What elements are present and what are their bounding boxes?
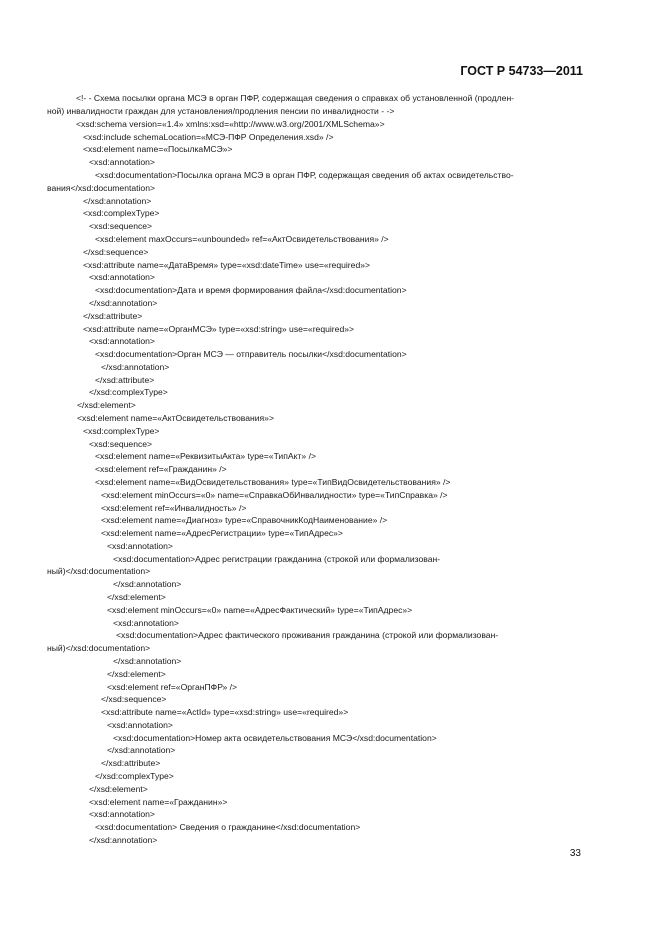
code-line: <xsd:documentation> Сведения о гражданине</xsd:documentation> [95, 822, 361, 832]
code-line: ной) инвалидности граждан для установления/продления пенсии по инвалидности - -> [47, 106, 395, 116]
code-line: <xsd:element name=«Диагноз» type=«СправочникКодНаименование» /> [101, 515, 388, 525]
code-line: <xsd:element ref=«ОрганПФР» /> [107, 682, 238, 692]
code-line: <xsd:annotation> [89, 272, 155, 282]
page-number: 33 [569, 848, 581, 859]
code-line: <xsd:schema version=«1.4» xmlns:xsd=«http://www.w3.org/2001/XMLSchema»> [76, 119, 385, 129]
code-line: </xsd:annotation> [83, 196, 152, 206]
code-line: <xsd:element name=«Гражданин»> [89, 797, 228, 807]
code-line: <xsd:element name=«АктОсвидетельствования»> [77, 413, 274, 423]
code-line: <xsd:annotation> [107, 720, 173, 730]
code-line: </xsd:attribute> [101, 758, 161, 768]
code-line: вания</xsd:documentation> [47, 183, 156, 193]
code-line: <xsd:sequence> [89, 439, 153, 449]
code-line: <xsd:documentation>Дата и время формирования файла</xsd:documentation> [95, 285, 407, 295]
code-line: <xsd:element name=«ВидОсвидетельствования» type=«ТипВидОсвидетельствования» /> [95, 477, 451, 487]
code-line: <xsd:documentation>Адрес фактического проживания гражданина (строкой или формализован- [116, 630, 499, 640]
code-line: </xsd:annotation> [107, 745, 176, 755]
code-line: <xsd:element minOccurs=«0» name=«СправкаОбИнвалидности» type=«ТипСправка» /> [101, 490, 448, 500]
code-line: ный)</xsd:documentation> [47, 566, 151, 576]
code-line: </xsd:annotation> [101, 362, 170, 372]
code-line: <xsd:documentation>Орган МСЭ — отправитель посылки</xsd:documentation> [95, 349, 407, 359]
code-line: </xsd:attribute> [95, 375, 155, 385]
code-line: </xsd:annotation> [113, 656, 182, 666]
code-line: </xsd:element> [107, 669, 166, 679]
code-line: </xsd:element> [107, 592, 166, 602]
code-line: <xsd:attribute name=«ОрганМСЭ» type=«xsd:string» use=«required»> [83, 324, 355, 334]
code-line: </xsd:attribute> [83, 311, 143, 321]
code-line: </xsd:annotation> [113, 579, 182, 589]
code-line: <xsd:element name=«АдресРегистрации» type=«ТипАдрес»> [101, 528, 343, 538]
code-line: </xsd:sequence> [83, 247, 149, 257]
code-line: <!- - Схема посылки органа МСЭ в орган ПФР, содержащая сведения о справках об установленной (продлен- [76, 93, 515, 103]
standard-header: ГОСТ Р 54733—2011 [460, 64, 583, 78]
code-line: </xsd:sequence> [101, 694, 167, 704]
code-line: <xsd:annotation> [89, 336, 155, 346]
code-line: </xsd:annotation> [89, 298, 158, 308]
code-line: <xsd:annotation> [89, 809, 155, 819]
code-line: <xsd:annotation> [89, 157, 155, 167]
code-line: ный)</xsd:documentation> [47, 643, 151, 653]
code-line: <xsd:element name=«ПосылкаМСЭ»> [83, 144, 233, 154]
code-line: <xsd:attribute name=«ДатаВремя» type=«xsd:dateTime» use=«required»> [83, 260, 371, 270]
code-line: <xsd:element name=«РеквизитыАкта» type=«ТипАкт» /> [95, 451, 316, 461]
code-line: </xsd:element> [77, 400, 136, 410]
code-line: <xsd:documentation>Посылка органа МСЭ в орган ПФР, содержащая сведения об актах освидетельство- [95, 170, 514, 180]
code-line: <xsd:sequence> [89, 221, 153, 231]
code-line: <xsd:complexType> [83, 426, 160, 436]
code-line: </xsd:complexType> [95, 771, 174, 781]
code-line: <xsd:annotation> [113, 618, 179, 628]
code-line: <xsd:element minOccurs=«0» name=«АдресФактический» type=«ТипАдрес»> [107, 605, 413, 615]
code-line: <xsd:annotation> [107, 541, 173, 551]
code-line: <xsd:element ref=«Инвалидность» /> [101, 503, 247, 513]
code-line: </xsd:annotation> [89, 835, 158, 845]
code-line: </xsd:element> [89, 784, 148, 794]
code-line: <xsd:include schemaLocation=«МСЭ-ПФР Определения.xsd» /> [83, 132, 334, 142]
code-line: <xsd:documentation>Адрес регистрации гражданина (строкой или формализован- [113, 554, 441, 564]
code-line: <xsd:attribute name=«ActId» type=«xsd:string» use=«required»> [101, 707, 349, 717]
code-line: <xsd:documentation>Номер акта освидетельствования МСЭ</xsd:documentation> [113, 733, 437, 743]
code-line: <xsd:element ref=«Гражданин» /> [95, 464, 227, 474]
code-line: </xsd:complexType> [89, 387, 168, 397]
code-line: <xsd:element maxOccurs=«unbounded» ref=«АктОсвидетельствования» /> [95, 234, 389, 244]
code-line: <xsd:complexType> [83, 208, 160, 218]
